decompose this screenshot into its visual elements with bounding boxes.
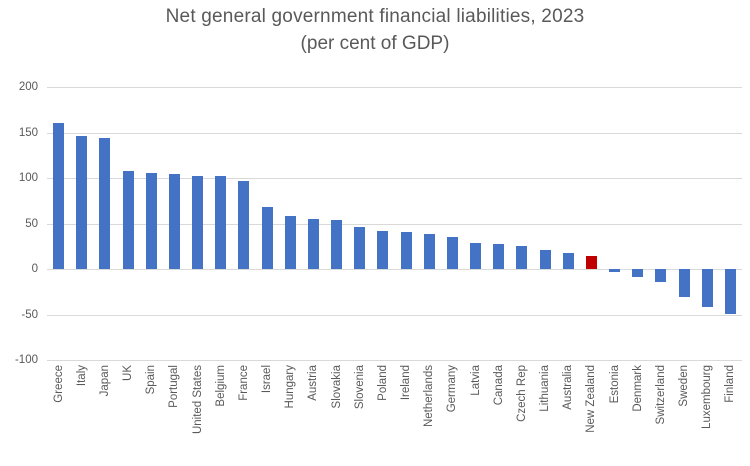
y-axis-tick-label: -100 (14, 354, 38, 366)
x-axis-label: UK (122, 365, 135, 381)
bar-denmark (632, 269, 643, 277)
bar-estonia (609, 269, 620, 272)
x-axis-label: Slovenia (353, 365, 366, 410)
bar-italy (76, 136, 87, 269)
chart-title: Net general government financial liabilities, 2023 (165, 6, 585, 27)
y-axis-tick-label: -50 (21, 309, 38, 321)
x-axis-label: Australia (562, 365, 575, 410)
x-axis-label: Switzerland (654, 365, 667, 425)
bar-israel (262, 207, 273, 269)
x-axis-label: Portugal (168, 365, 181, 408)
bar-slovakia (331, 220, 342, 269)
gridline-y-200 (47, 87, 742, 88)
bar-hungary (285, 216, 296, 269)
bar-spain (146, 173, 157, 269)
bar-netherlands (424, 234, 435, 269)
x-axis-label: Poland (376, 365, 389, 401)
x-axis-label: Canada (492, 365, 505, 406)
x-axis-label: Ireland (400, 365, 413, 401)
x-axis-label: Czech Rep (515, 365, 528, 422)
x-axis-label: Lithuania (539, 365, 552, 412)
bar-switzerland (655, 269, 666, 282)
x-axis-label: Spain (145, 365, 158, 395)
bar-lithuania (540, 250, 551, 269)
bar-czech-rep (516, 246, 527, 269)
chart-subtitle: (per cent of GDP) (300, 33, 450, 54)
x-axis-label: Japan (98, 365, 111, 397)
x-axis-label: France (237, 365, 250, 401)
bar-finland (725, 269, 736, 314)
bar-canada (493, 244, 504, 269)
x-axis-label: Netherlands (423, 365, 436, 428)
bar-ireland (401, 232, 412, 269)
x-axis-label: New Zealand (585, 365, 598, 433)
bar-united-states (192, 176, 203, 269)
bar-sweden (679, 269, 690, 297)
x-axis-label: Germany (446, 365, 459, 413)
x-axis-label: Latvia (469, 365, 482, 396)
x-axis-label: Estonia (608, 365, 621, 404)
x-axis-label: Denmark (631, 365, 644, 412)
gridline-y-150 (47, 133, 742, 134)
bar-luxembourg (702, 269, 713, 307)
bar-germany (447, 237, 458, 269)
y-axis-tick-label: 50 (25, 218, 38, 230)
bar-greece (53, 123, 64, 269)
x-axis-label: Hungary (284, 365, 297, 409)
x-axis-label: Belgium (214, 365, 227, 407)
gridline-y--100 (47, 360, 742, 361)
bar-uk (123, 171, 134, 269)
x-axis-label: Italy (75, 365, 88, 387)
bar-australia (563, 253, 574, 269)
y-axis-tick-label: 150 (18, 127, 38, 139)
y-axis-tick-label: 100 (18, 172, 38, 184)
y-axis-tick-label: 200 (18, 81, 38, 93)
bar-new-zealand (586, 256, 597, 269)
bar-france (238, 181, 249, 269)
x-axis-label: Israel (261, 365, 274, 394)
x-axis-label: United States (191, 365, 204, 435)
gridline-y--50 (47, 315, 742, 316)
bar-austria (308, 219, 319, 269)
bar-slovenia (354, 227, 365, 269)
x-axis-label: Luxembourg (701, 365, 714, 429)
x-axis-label: Sweden (678, 365, 691, 407)
x-axis-label: Austria (307, 365, 320, 401)
bar-japan (99, 138, 110, 269)
x-axis-label: Slovakia (330, 365, 343, 409)
x-axis-label: Finland (724, 365, 737, 403)
x-axis-label: Greece (52, 365, 65, 403)
y-axis-tick-label: 0 (31, 263, 38, 275)
bar-poland (377, 231, 388, 269)
bar-latvia (470, 243, 481, 269)
bar-belgium (215, 176, 226, 269)
bar-portugal (169, 174, 180, 269)
